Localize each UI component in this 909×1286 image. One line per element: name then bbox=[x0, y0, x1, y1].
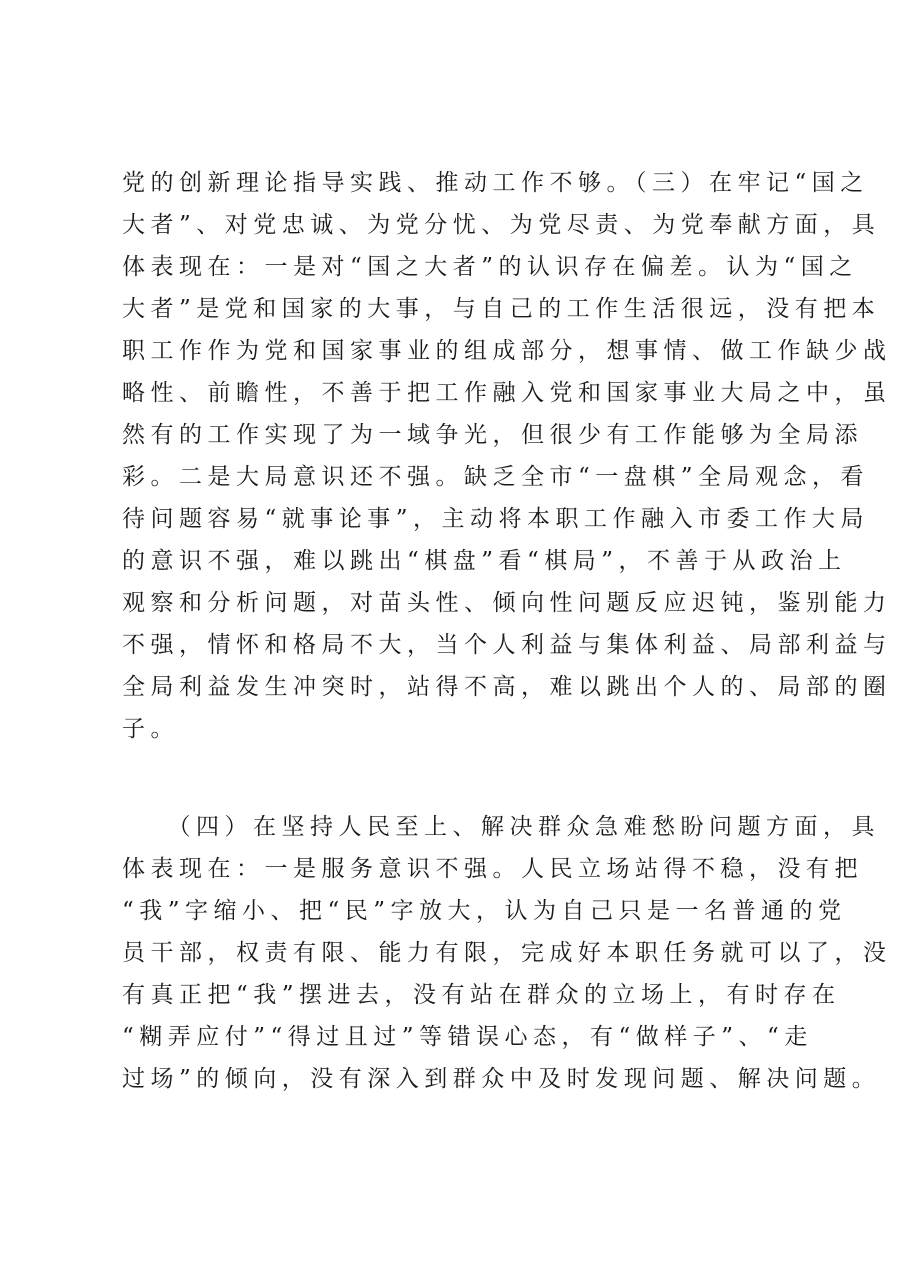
paragraph-section-3 bbox=[122, 162, 892, 750]
text-line: 党的创新理论指导实践、推动工作不够。（三）在牢记“国之 bbox=[122, 170, 869, 196]
text-line: 员干部，权责有限、能力有限，完成好本职任务就可以了，没 bbox=[122, 940, 892, 966]
text-line: 观察和分析问题，对苗头性、倾向性问题反应迟钝，鉴别能力 bbox=[122, 590, 892, 616]
text-line: 彩。二是大局意识还不强。缺乏全市“一盘棋”全局观念，看 bbox=[122, 464, 870, 490]
text-line: 体表现在：一是服务意识不强。人民立场站得不稳，没有把 bbox=[122, 856, 863, 882]
text-line: 的意识不强，难以跳出“棋盘”看“棋局”，不善于从政治上 bbox=[122, 548, 847, 574]
text-line: （四）在坚持人民至上、解决群众急难愁盼问题方面，具 bbox=[122, 814, 880, 840]
text-line: 体表现在：一是对“国之大者”的认识存在偏差。认为“国之 bbox=[122, 254, 858, 280]
text-line: 职工作作为党和国家事业的组成部分，想事情、做工作缺少战 bbox=[122, 338, 892, 364]
text-line: 有真正把“我”摆进去，没有站在群众的立场上，有时存在 bbox=[122, 982, 841, 1008]
paragraph-section-4 bbox=[122, 806, 892, 1100]
text-line: 略性、前瞻性，不善于把工作融入党和国家事业大局之中，虽 bbox=[122, 380, 892, 406]
text-line: 待问题容易“就事论事”，主动将本职工作融入市委工作大局 bbox=[122, 506, 870, 532]
text-line: 过场”的倾向，没有深入到群众中及时发现问题、解决问题。 bbox=[122, 1066, 881, 1092]
text-line: “糊弄应付”“得过且过”等错误心态，有“做样子”、“走 bbox=[122, 1024, 813, 1050]
text-line: 然有的工作实现了为一域争光，但很少有工作能够为全局添 bbox=[122, 422, 863, 448]
text-line: 大者”是党和国家的大事，与自己的工作生活很远，没有把本 bbox=[122, 296, 881, 322]
text-line: 不强，情怀和格局不大，当个人利益与集体利益、局部利益与 bbox=[122, 632, 892, 658]
text-line: “我”字缩小、把“民”字放大，认为自己只是一名普通的党 bbox=[122, 898, 847, 924]
text-line: 全局利益发生冲突时，站得不高，难以跳出个人的、局部的圈 bbox=[122, 674, 892, 700]
text-line: 子。 bbox=[122, 716, 179, 742]
text-line: 大者”、对党忠诚、为党分忧、为党尽责、为党奉献方面，具 bbox=[122, 212, 881, 238]
